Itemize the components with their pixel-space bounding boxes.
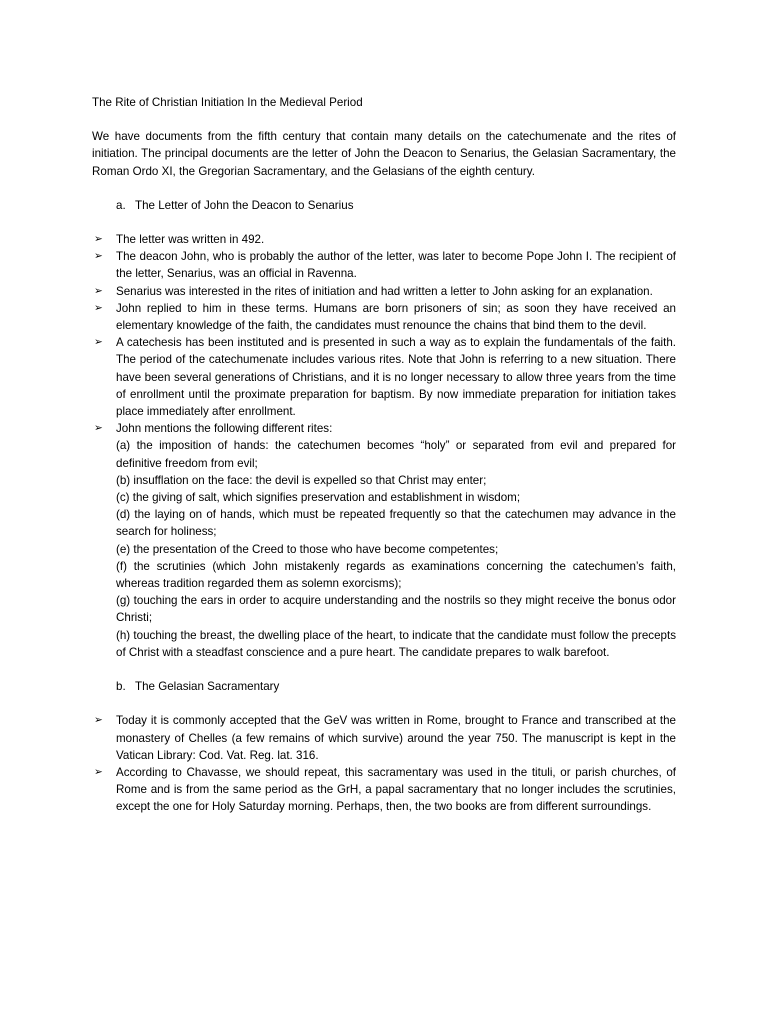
rite-item-a: (a) the imposition of hands: the catechumen becomes “holy” or separated from evil and prepared for definitive freedom from evil;: [116, 439, 676, 470]
list-item: [92, 334, 676, 420]
section-b-marker: b.: [116, 680, 126, 694]
arrow-bullet-icon: ➢: [94, 233, 103, 246]
list-item: [92, 283, 676, 300]
list-item: [92, 231, 676, 248]
section-a-bullets: [92, 231, 676, 661]
bullet-text: A catechesis has been instituted and is presented in such a way as to explain the fundamentals of the faith. The period of the catechumenate includes various rites. Note that John is referring to a new situation. There have been several generations of Christians, and it is no longer necessary to allow three years from the time of enrollment until the proximate preparation for baptism. By now immediate preparation for initiation takes place immediately after enrollment.: [116, 336, 676, 419]
list-item: [92, 712, 676, 764]
section-b-title: The Gelasian Sacramentary: [135, 680, 280, 694]
arrow-bullet-icon: ➢: [94, 301, 103, 314]
arrow-bullet-icon: ➢: [94, 765, 103, 778]
section-b-heading: [92, 678, 676, 695]
section-a-marker: a.: [116, 198, 126, 212]
rites-intro: John mentions the following different rites:: [116, 422, 333, 436]
document-title: The Rite of Christian Initiation In the Medieval Period: [92, 96, 363, 109]
rite-item-h: (h) touching the breast, the dwelling place of the heart, to indicate that the candidate must follow the precepts of Christ with a steadfast conscience and a pure heart. The candidate prepares to walk barefoot.: [116, 628, 676, 659]
arrow-bullet-icon: ➢: [94, 422, 103, 435]
arrow-bullet-icon: ➢: [94, 336, 103, 349]
list-item: [92, 300, 676, 334]
bullet-text: The letter was written in 492.: [116, 233, 265, 247]
section-b-bullets: [92, 712, 676, 815]
rite-item-g: (g) touching the ears in order to acquire understanding and the nostrils so they might receive the bonus odor Christi;: [116, 594, 676, 625]
list-item-rites: [92, 420, 676, 661]
rite-item-f: (f) the scrutinies (which John mistakenly regards as examinations concerning the catechumen’s faith, whereas tradition regarded them as solemn exorcisms);: [116, 559, 676, 591]
arrow-bullet-icon: ➢: [94, 714, 103, 727]
bullet-text: The deacon John, who is probably the author of the letter, was later to become Pope John I. The recipient of the letter, Senarius, was an official in Ravenna.: [116, 250, 676, 281]
arrow-bullet-icon: ➢: [94, 250, 103, 263]
bullet-text: John replied to him in these terms. Humans are born prisoners of sin; as soon they have received an elementary knowledge of the faith, the candidates must renounce the chains that bind them to the devil.: [116, 301, 676, 333]
section-a-heading: [92, 197, 676, 214]
bullet-text: Senarius was interested in the rites of initiation and had written a letter to John asking for an explanation.: [116, 284, 653, 298]
rite-item-c: (c) the giving of salt, which signifies preservation and establishment in wisdom;: [116, 491, 521, 505]
rite-item-d: (d) the laying on of hands, which must be repeated frequently so that the catechumen may advance in the search for holiness;: [116, 508, 676, 539]
rite-item-b: (b) insufflation on the face: the devil is expelled so that Christ may enter;: [116, 473, 487, 487]
bullet-text: Today it is commonly accepted that the GeV was written in Rome, brought to France and transcribed at the monastery of Chelles (a few remains of which survive) around the year 750. The manuscript is kept in the Vatican Library: Cod. Vat. Reg. lat. 316.: [116, 714, 676, 762]
list-item: [92, 764, 676, 816]
intro-paragraph: We have documents from the fifth century that contain many details on the catechumenate and the rites of initiation. The principal documents are the letter of John the Deacon to Senarius, the Gelasian Sacramentary, the Roman Ordo XI, the Gregorian Sacramentary, and the Gelasians of the eighth century.: [92, 130, 676, 178]
section-a-title: The Letter of John the Deacon to Senarius: [135, 198, 354, 212]
rite-item-e: (e) the presentation of the Creed to those who have become competentes;: [116, 542, 499, 556]
arrow-bullet-icon: ➢: [94, 284, 103, 297]
list-item: [92, 248, 676, 282]
rites-block: [116, 420, 676, 661]
bullet-text: According to Chavasse, we should repeat, this sacramentary was used in the tituli, or parish churches, of Rome and is from the same period as the GrH, a papal sacramentary that no longer includes the scrutinies, except the one for Holy Saturday morning. Perhaps, then, the two books are from different surroundings.: [116, 765, 676, 814]
